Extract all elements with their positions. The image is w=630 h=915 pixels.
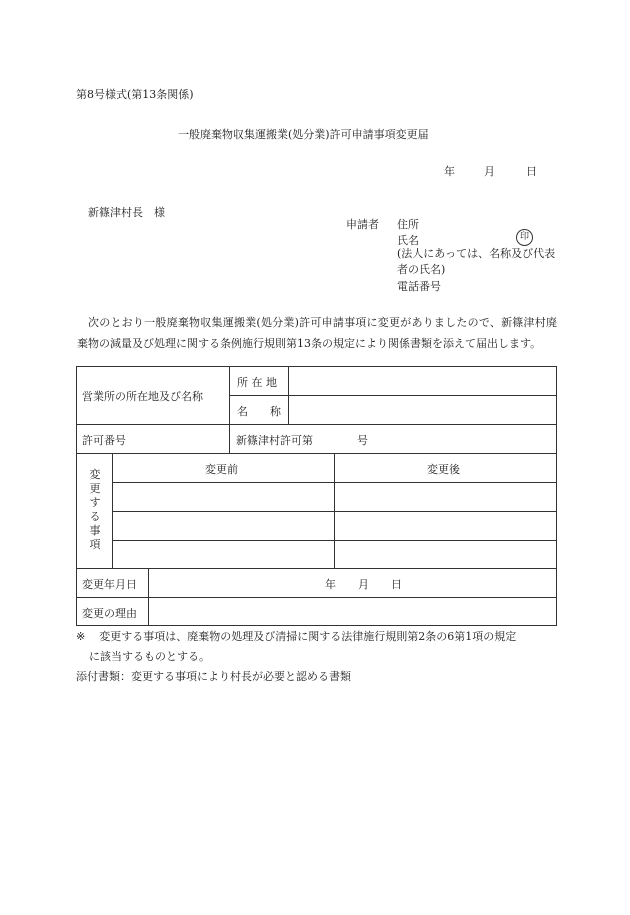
year-label: 年 <box>444 165 455 178</box>
office-label: 営業所の所在地及び名称 <box>82 390 203 403</box>
attachment-note: 添付書類：変更する事項により村長が必要と認める書類 <box>76 670 351 683</box>
before-change-header: 変更前 <box>205 463 238 476</box>
submission-date <box>444 163 537 179</box>
applicant-label: 申請者 <box>346 218 379 231</box>
month-label: 月 <box>484 165 495 178</box>
footnote <box>76 627 560 667</box>
change-date-value: 年 月 日 <box>325 578 402 591</box>
note-line2: に該当するものとする。 <box>89 650 210 663</box>
address-label: 住所 <box>397 218 419 231</box>
table-rule <box>112 453 113 568</box>
table-border-top <box>76 366 557 367</box>
phone-label: 電話番号 <box>397 280 441 293</box>
table-border-left <box>76 366 77 626</box>
day-label: 日 <box>526 165 537 178</box>
seal-mark: 印 <box>516 229 533 246</box>
table-rule <box>334 453 335 568</box>
note-mark: ※ <box>76 630 86 643</box>
table-rule <box>229 395 557 396</box>
table-rule <box>76 453 557 454</box>
table-rule <box>76 424 557 425</box>
permit-number-label: 許可番号 <box>82 434 126 447</box>
change-reason-label: 変更の理由 <box>82 607 137 620</box>
table-border-right <box>556 366 557 626</box>
change-date-label: 変更年月日 <box>82 578 137 591</box>
office-name-label: 名 称 <box>237 405 281 418</box>
addressee: 新篠津村長 様 <box>88 206 165 219</box>
location-label: 所 在 地 <box>237 376 277 389</box>
name-label: 氏名 <box>397 234 419 247</box>
table-rule <box>148 568 149 626</box>
note-line1: 変更する事項は、廃棄物の処理及び清掃に関する法律施行規則第2条の6第1項の規定 <box>99 630 517 643</box>
permit-number-value: 新篠津村許可第 号 <box>236 434 368 447</box>
table-rule <box>229 366 230 453</box>
change-items-label: 変更する事項 <box>89 468 101 551</box>
table-rule <box>288 366 289 424</box>
corporation-note: (法人にあっては、名称及び代表者の氏名) <box>397 247 556 276</box>
document-title: 一般廃棄物収集運搬業(処分業)許可申請事項変更届 <box>178 128 429 141</box>
form-number: 第8号様式(第13条関係) <box>76 88 194 101</box>
intro-paragraph: 次のとおり一般廃棄物収集運搬業(処分業)許可申請事項に変更がありましたので、新篠津村廃棄物の減量及び処理に関する条例施行規則第13条の規定により関係書類を添えて届出します。 <box>77 316 557 350</box>
after-change-header: 変更後 <box>427 463 460 476</box>
